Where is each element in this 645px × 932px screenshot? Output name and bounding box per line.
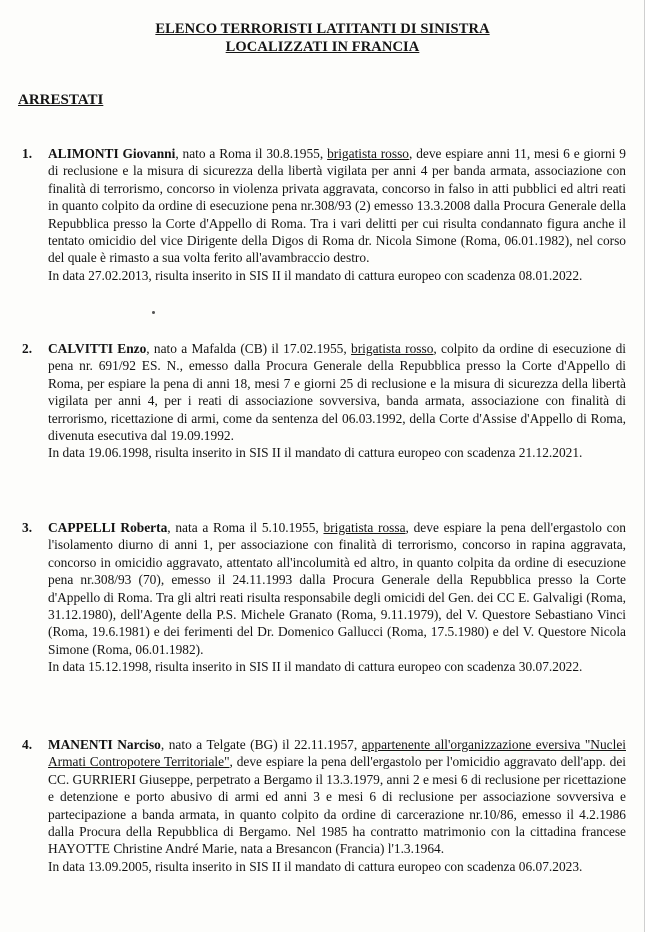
entry-number: 2. — [22, 341, 33, 356]
list-item — [22, 519, 626, 676]
list-item — [22, 736, 626, 875]
entry-number: 1. — [22, 146, 33, 161]
scan-speck — [152, 311, 155, 314]
entry-group: brigatista rossa — [323, 520, 406, 535]
entry-group: brigatista rosso — [351, 341, 434, 356]
entry-name: MANENTI Narciso — [48, 737, 161, 752]
document-title-line-1: ELENCO TERRORISTI LATITANTI DI SINISTRA — [155, 21, 490, 37]
entry-number: 3. — [22, 520, 33, 535]
entry-name: CALVITTI Enzo — [48, 341, 147, 356]
entry-warrant-note: In data 19.06.1998, risulta inserito in SIS II il mandato di cattura europeo con scadenza 21.12.2021. — [48, 445, 583, 461]
entry-birth: , nato a Mafalda (CB) il 17.02.1955, — [146, 341, 352, 356]
document-title-line-2: LOCALIZZATI IN FRANCIA — [225, 39, 420, 55]
entry-name: ALIMONTI Giovanni — [48, 146, 176, 161]
entry-text: , deve espiare la pena dell'ergastolo con l'isolamento diurno di anni 1, per associazione con finalità di terrorismo, concorso in rapina aggravata, concorso in omicidio aggravato, attentato all'incolumità ed altro, in quanto colpita da ordine di esecuzione pena nr.308/93 (70), emesso il 24.11.1993 dalla Procura Generale della Repubblica presso la Corte d'Appello di Roma. Tra gli altri reati risulta responsabile degli omicidi del Gen. dei CC E. Galvaligi (Roma, 31.12.1980), dell'Agente della P.S. Michele Granato (Roma, 9.11.1979), del V. Questore Sebastiano Vinci (Roma, 19.6.1981) e dei ferimenti del Dr. Domenico Gallucci (Roma, 17.5.1980) e del V. Questore Nicola Simone (Roma, 06.01.1982). — [48, 520, 626, 657]
entry-birth: , nata a Roma il 5.10.1955, — [167, 520, 324, 535]
entry-birth: , nato a Telgate (BG) il 22.11.1957, — [160, 737, 362, 752]
entry-birth: , nato a Roma il 30.8.1955, — [175, 146, 328, 161]
list-item — [22, 145, 626, 284]
entry-text: , deve espiare la pena dell'ergastolo per l'omicidio aggravato dell'app. dei CC. GURRIERI Giuseppe, perpetrato a Bergamo il 13.3.1979, anni 2 e mesi 6 di reclusione per ricettazione e detenzione e porto abusivo di armi ed anni 3 e mesi 6 di reclusione per associazione sovversiva e partecipazione a banda armata, in quanto colpito da ordine di carcerazione nr.10/86, emesso il 4.2.1986 dalla Procura della Repubblica di Bergamo. Nel 1985 ha contratto matrimonio con la cittadina francese HAYOTTE Christine André Marie, nata a Bresancon (Francia) l'1.3.1964. — [48, 754, 627, 857]
entry-warrant-note: In data 15.12.1998, risulta inserito in SIS II il mandato di cattura europeo con scadenza 30.07.2022. — [48, 659, 583, 675]
entry-number: 4. — [22, 737, 33, 752]
entry-text: , deve espiare anni 11, mesi 6 e giorni 9 di reclusione e la misura di sicurezza della libertà vigilata per anni 4 per banda armata, associazione con finalità di terrorismo, concorso in violenza privata aggravata, concorso in falso in atti pubblici ed altri reati in quanto colpito da ordine di esecuzione pena nr.308/93 (2) emesso 13.3.2008 dalla Procura Generale della Repubblica presso la Corte d'Appello di Roma. Tra i vari delitti per cui risulta condannato figura anche il tentato omicidio del vice Dirigente della Digos di Roma dr. Nicola Simone (Roma, 06.01.1982), nel corso del quale è rimasto a sua volta ferito all'avambraccio destro. — [48, 146, 626, 266]
section-heading: ARRESTATI — [18, 92, 104, 108]
list-item — [22, 340, 626, 462]
entry-warrant-note: In data 13.09.2005, risulta inserito in SIS II il mandato di cattura europeo con scadenza 06.07.2023. — [48, 858, 583, 874]
entry-group: brigatista rosso — [327, 146, 410, 161]
entry-warrant-note: In data 27.02.2013, risulta inserito in SIS II il mandato di cattura europeo con scadenza 08.01.2022. — [48, 267, 583, 283]
entry-name: CAPPELLI Roberta — [48, 520, 168, 535]
entry-group: appartenente all'organizzazione eversiva "Nuclei Armati Contropotere Territoriale" — [48, 737, 626, 770]
entry-text: , colpito da ordine di esecuzione di pena nr. 691/92 ES. N., emesso dalla Procura Generale della Repubblica presso la Corte d'Appello di Roma, per espiare la pena di anni 18, mesi 7 e giorni 25 di reclusione e la misura di sicurezza della libertà vigilata per anni 4, per i reati di associazione sovversiva, banda armata, associazione con finalità di terrorismo, ricettazione di armi, come da sentenza del 06.03.1992, della Corte d'Assise d'Appello di Roma, divenuta esecutiva dal 19.09.1992. — [48, 341, 627, 444]
